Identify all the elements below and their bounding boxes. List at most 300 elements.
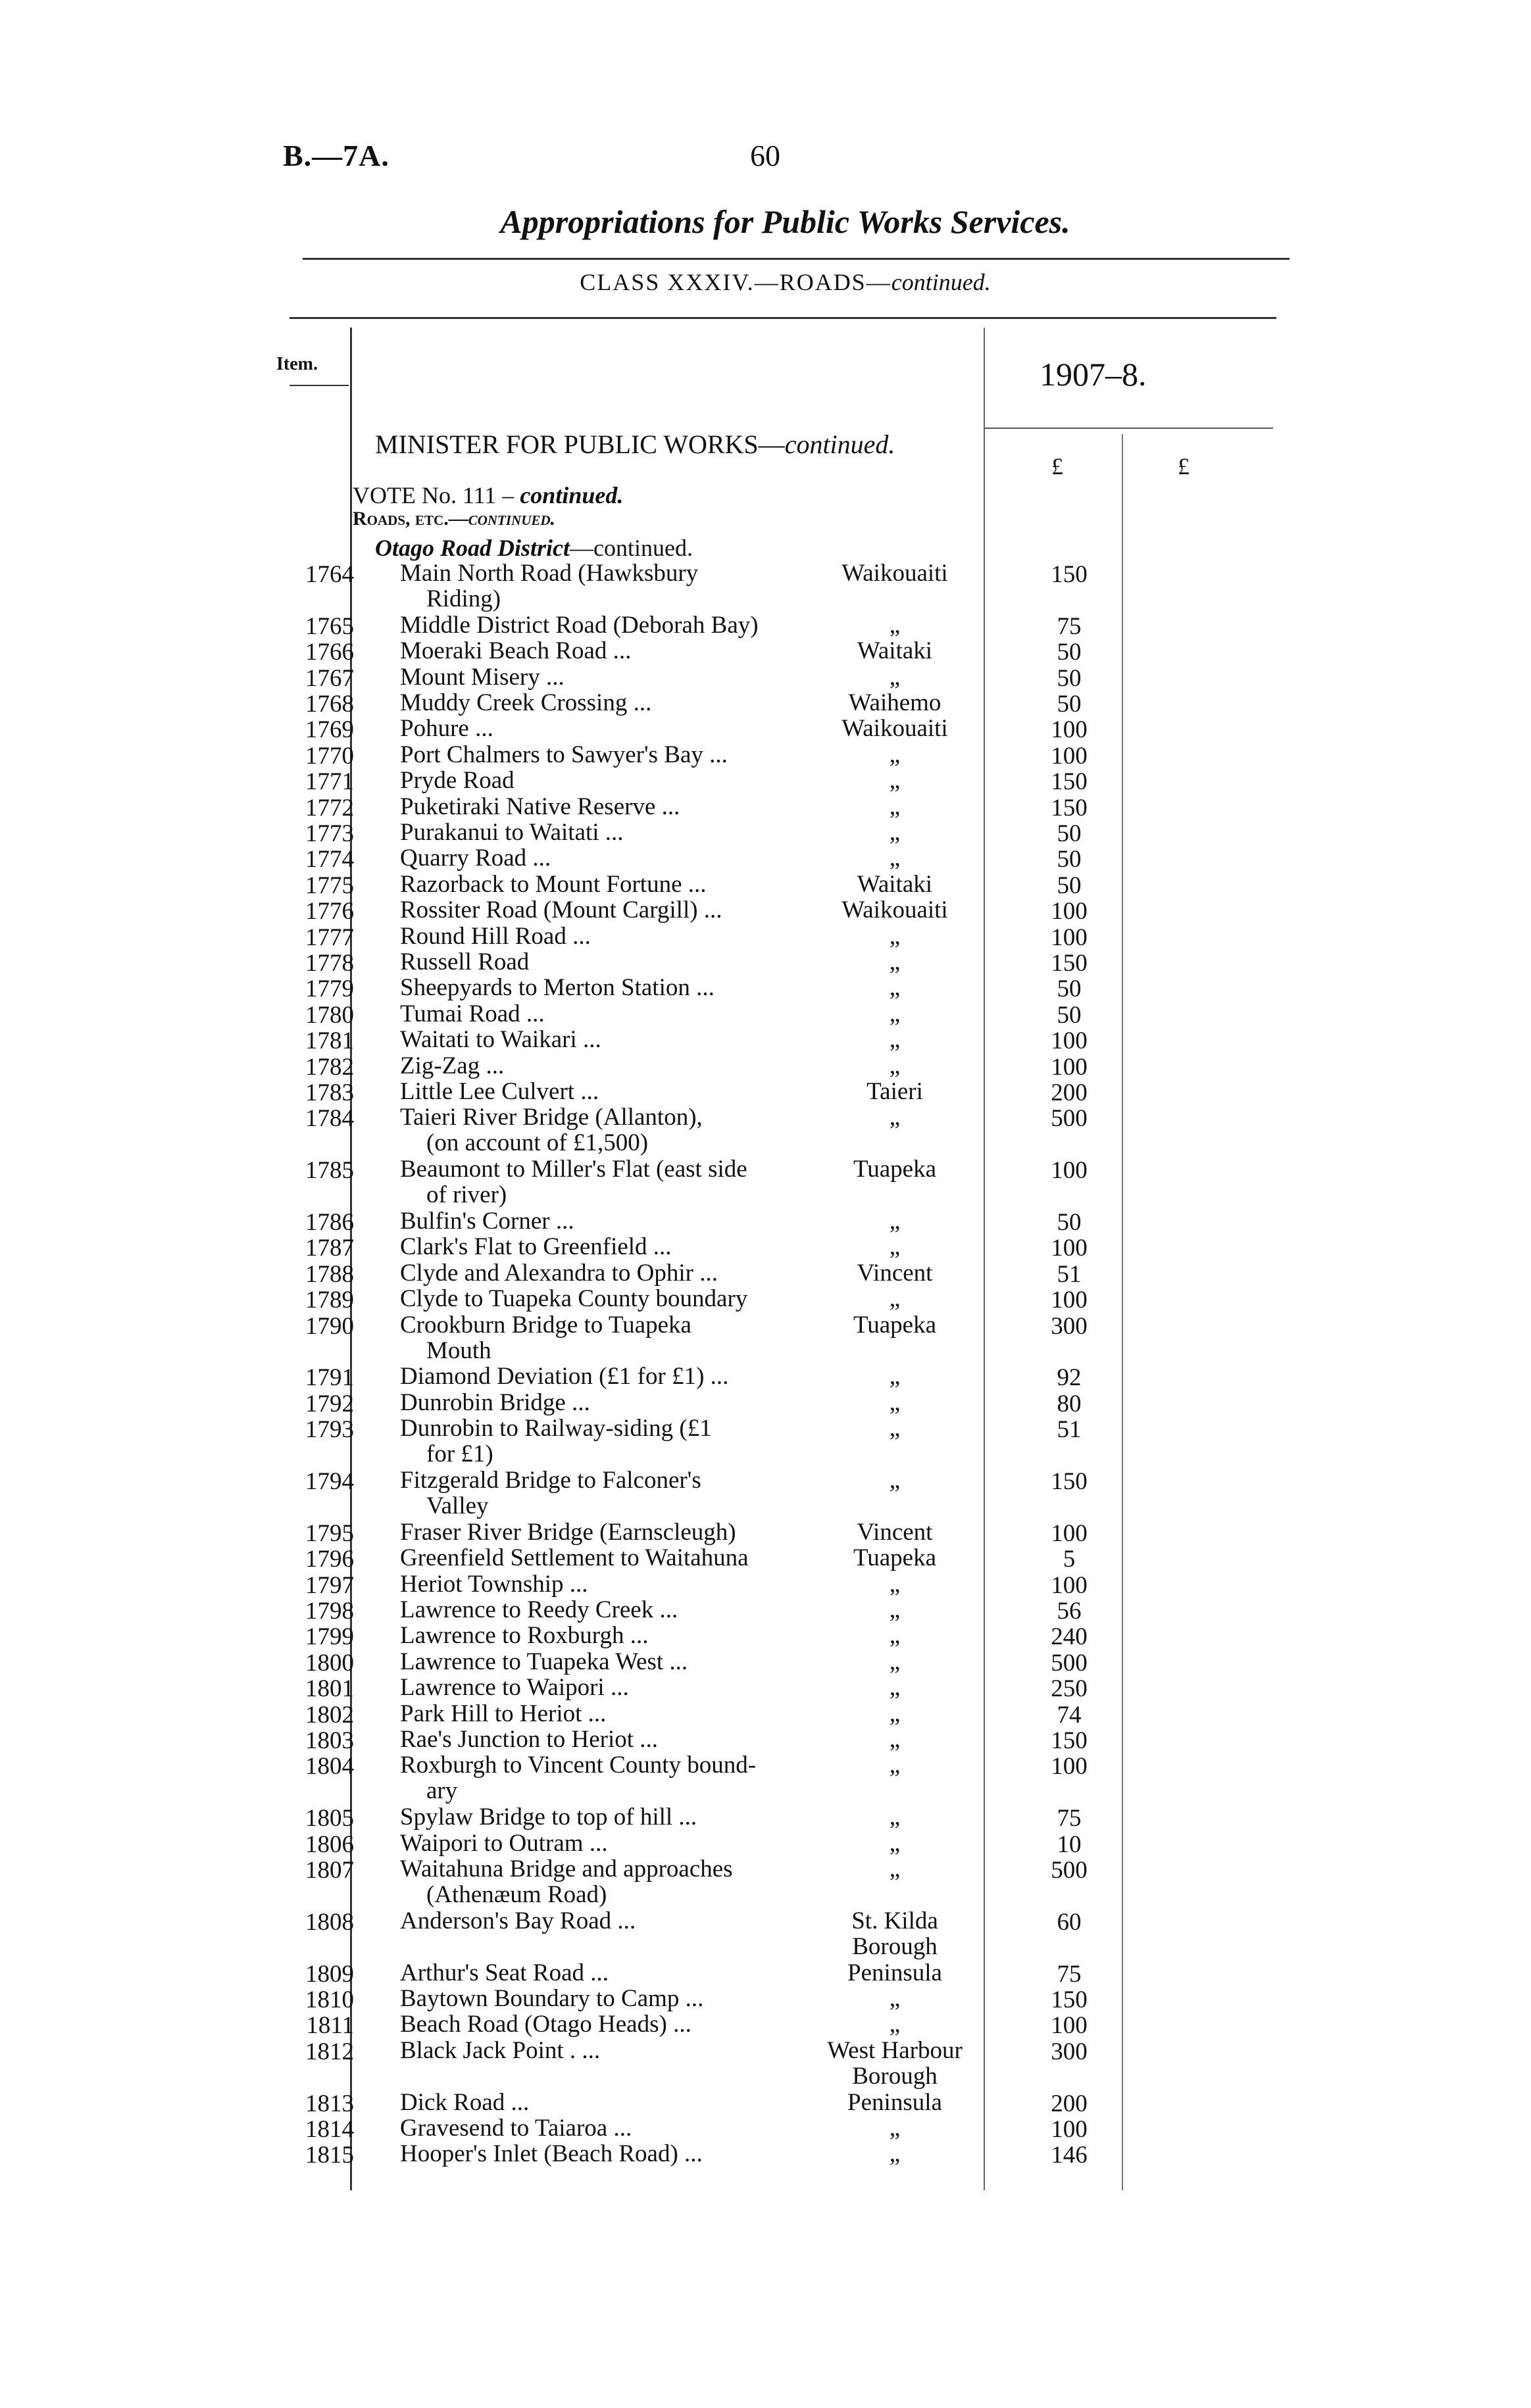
item-number: 1793 (305, 1416, 354, 1443)
county-district (816, 1156, 974, 1182)
item-number: 1798 (305, 1598, 354, 1625)
amount-value: 100 (1051, 1157, 1088, 1184)
district-line: „ (889, 974, 901, 1001)
road-description (400, 1804, 808, 1830)
description-line: Waitati to Waikari ... (400, 1026, 601, 1053)
item-number: 1814 (305, 2116, 354, 2143)
description-line: Sheepyards to Merton Station ... (400, 974, 715, 1001)
district-line: „ (889, 741, 901, 768)
amount-value: 100 (1051, 898, 1088, 925)
description-line: Purakanui to Waitati ... (400, 819, 624, 846)
amount-value: 100 (1051, 1520, 1088, 1547)
district-line: Waikouaiti (841, 715, 948, 742)
district-line: „ (889, 793, 901, 820)
road-description (400, 1364, 808, 1389)
amount-value: 150 (1051, 561, 1088, 588)
page-number: 60 (750, 139, 780, 172)
road-description (400, 1856, 808, 1907)
county-district (816, 949, 974, 975)
county-district (816, 2115, 974, 2141)
description-line: Little Lee Culvert ... (400, 1078, 599, 1105)
description-line: Bulfin's Corner ... (400, 1208, 574, 1235)
amount-value: 50 (1057, 1209, 1082, 1236)
road-description (400, 1675, 808, 1700)
district-line: Taieri (866, 1078, 923, 1105)
district-line: „ (889, 1648, 901, 1675)
amount-value: 500 (1051, 1650, 1088, 1677)
description-line: Clyde and Alexandra to Ophir ... (400, 1260, 718, 1287)
amount-value: 75 (1057, 1961, 1082, 1988)
county-district (816, 872, 974, 897)
road-description (400, 1545, 808, 1571)
description-line: Roxburgh to Vincent County bound- (400, 1752, 757, 1779)
item-number: 1806 (305, 1831, 354, 1858)
item-number: 1777 (305, 924, 354, 951)
road-description (400, 690, 808, 716)
description-line: Razorback to Mount Fortune ... (400, 871, 707, 898)
district-line: Vincent (857, 1519, 933, 1546)
road-description (400, 975, 808, 1000)
road-description (400, 768, 808, 793)
road-description (400, 1701, 808, 1727)
county-district (816, 820, 974, 845)
year-column-header: 1907–8. (1040, 356, 1147, 393)
item-number: 1780 (305, 1002, 354, 1029)
county-district (816, 1597, 974, 1623)
road-description (400, 1286, 808, 1312)
amount-value: 100 (1051, 1572, 1088, 1599)
item-number: 1791 (305, 1364, 354, 1391)
district-line: „ (889, 2140, 901, 2167)
item-number: 1800 (305, 1650, 354, 1677)
description-line: Fraser River Bridge (Earnscleugh) (400, 1519, 736, 1546)
item-number: 1790 (305, 1313, 354, 1340)
road-description (400, 1027, 808, 1052)
amount-value: 100 (1051, 2116, 1088, 2143)
amount-value: 250 (1051, 1675, 1088, 1702)
description-line: Greenfield Settlement to Waitahuna (400, 1544, 749, 1571)
road-description (400, 1752, 808, 1804)
county-district (816, 742, 974, 768)
amount-value: 50 (1057, 846, 1082, 873)
amount-value: 100 (1051, 1235, 1088, 1262)
item-number: 1781 (305, 1027, 354, 1054)
road-description (400, 1390, 808, 1415)
road-description (400, 1597, 808, 1623)
item-number: 1797 (305, 1572, 354, 1599)
amount-value: 200 (1051, 2090, 1088, 2117)
county-district (816, 975, 974, 1000)
road-description (400, 1908, 808, 1934)
amount-value: 50 (1057, 1002, 1082, 1029)
description-line: Beaumont to Miller's Flat (east side (400, 1156, 747, 1183)
description-line: Puketiraki Native Reserve ... (400, 793, 680, 820)
description-line: for £1) (426, 1440, 493, 1467)
district-line: „ (889, 1622, 901, 1649)
district-line: Tuapeka (853, 1312, 937, 1339)
district-line: „ (889, 1233, 901, 1260)
county-district (816, 1727, 974, 1752)
item-number: 1811 (306, 2012, 354, 2039)
amount-value: 10 (1057, 1831, 1082, 1858)
road-description (400, 1312, 808, 1364)
item-number: 1809 (305, 1961, 354, 1988)
district-line: Waitaki (857, 637, 933, 664)
description-line: Dunrobin to Railway-siding (£1 (400, 1415, 712, 1442)
district-line: „ (889, 948, 901, 975)
item-number: 1783 (305, 1079, 354, 1106)
description-line: Fitzgerald Bridge to Falconer's (400, 1467, 701, 1494)
item-number: 1805 (305, 1805, 354, 1832)
amount-value: 50 (1057, 872, 1082, 899)
item-number: 1788 (305, 1261, 354, 1288)
county-district (816, 1001, 974, 1027)
county-district (816, 1415, 974, 1441)
county-district (816, 1701, 974, 1727)
item-number: 1789 (305, 1287, 354, 1314)
amount-value: 300 (1051, 2038, 1088, 2065)
district-line: Waikouaiti (841, 560, 948, 587)
district-line: Peninsula (847, 2089, 942, 2116)
amount-value: 150 (1051, 768, 1088, 795)
description-line: Middle District Road (Deborah Bay) (400, 612, 759, 639)
description-line: Baytown Boundary to Camp ... (400, 1985, 704, 2012)
road-description (400, 1104, 808, 1156)
county-district (816, 923, 974, 949)
description-line: (Athenæum Road) (426, 1881, 607, 1908)
district-line: „ (889, 664, 901, 691)
amount-value: 80 (1057, 1390, 1082, 1417)
road-description (400, 1960, 808, 1986)
road-description (400, 1260, 808, 1286)
county-district (816, 1053, 974, 1079)
amount-value: 150 (1051, 1468, 1088, 1495)
district-line: „ (889, 1467, 901, 1494)
county-district (816, 664, 974, 690)
district-line: „ (889, 1415, 901, 1442)
district-line: West Harbour (827, 2037, 963, 2064)
road-description (400, 612, 808, 638)
item-number: 1813 (305, 2090, 354, 2117)
description-line: Moeraki Beach Road ... (400, 637, 632, 664)
district-line: „ (889, 1104, 901, 1131)
description-line: Park Hill to Heriot ... (400, 1700, 607, 1727)
item-number: 1812 (305, 2038, 354, 2065)
county-district (816, 1104, 974, 1130)
item-number: 1768 (305, 691, 354, 718)
item-number: 1764 (305, 561, 354, 588)
district-line: Waitaki (857, 871, 933, 898)
county-district (816, 1545, 974, 1571)
description-line: Pohure ... (400, 715, 493, 742)
county-district (816, 560, 974, 586)
description-line: Lawrence to Roxburgh ... (400, 1622, 649, 1649)
district-line: „ (889, 1285, 901, 1312)
county-district (816, 1260, 974, 1286)
description-line: Arthur's Seat Road ... (400, 1959, 609, 1986)
item-number: 1769 (305, 716, 354, 743)
description-line: Anderson's Bay Road ... (400, 1907, 636, 1934)
description-line: Spylaw Bridge to top of hill ... (400, 1804, 697, 1831)
amount-value: 75 (1057, 613, 1082, 640)
county-district (816, 1649, 974, 1675)
description-line: Heriot Township ... (400, 1571, 588, 1598)
county-district (816, 1390, 974, 1415)
road-description (400, 638, 808, 664)
road-description (400, 897, 808, 923)
description-line: Clark's Flat to Greenfield ... (400, 1233, 672, 1260)
amount-value: 51 (1057, 1416, 1082, 1443)
minister-heading-cont: continued. (784, 430, 895, 459)
road-description (400, 949, 808, 975)
amount-value: 100 (1051, 2012, 1088, 2039)
district-line: „ (889, 1052, 901, 1079)
description-line: Lawrence to Reedy Creek ... (400, 1596, 678, 1623)
description-line: Taieri River Bridge (Allanton), (400, 1104, 703, 1131)
road-description (400, 1831, 808, 1856)
district-line: „ (889, 845, 901, 872)
amount-value: 100 (1051, 924, 1088, 951)
county-district (816, 1234, 974, 1260)
road-description (400, 742, 808, 768)
vote-heading-cont: continued. (520, 482, 624, 508)
road-description (400, 716, 808, 741)
amount-value: 50 (1057, 691, 1082, 718)
page-reference: B.—7A. (283, 139, 389, 172)
description-line: Quarry Road ... (400, 845, 551, 872)
item-number: 1808 (305, 1909, 354, 1936)
amount-value: 60 (1057, 1909, 1082, 1936)
description-line: Rae's Junction to Heriot ... (400, 1726, 659, 1753)
district-line: „ (889, 1985, 901, 2012)
description-line: Mouth (426, 1337, 491, 1364)
description-line: Rossiter Road (Mount Cargill) ... (400, 897, 722, 923)
county-district (816, 897, 974, 923)
description-line: Waitahuna Bridge and approaches (400, 1855, 733, 1882)
item-number: 1804 (305, 1753, 354, 1780)
amount-value: 5 (1063, 1546, 1076, 1573)
description-line: Hooper's Inlet (Beach Road) ... (400, 2140, 703, 2167)
road-description (400, 2090, 808, 2115)
county-district (816, 690, 974, 716)
amount-value: 74 (1057, 1702, 1082, 1729)
road-description (400, 820, 808, 845)
amount-value: 50 (1057, 975, 1082, 1002)
page-title: Appropriations for Public Works Services. (500, 203, 1070, 240)
description-line: Lawrence to Waipori ... (400, 1674, 629, 1701)
amount-value: 51 (1057, 1261, 1082, 1288)
district-line: „ (889, 612, 901, 639)
district-line: Peninsula (847, 1959, 942, 1986)
road-description (400, 2038, 808, 2063)
item-number: 1786 (305, 1209, 354, 1236)
road-description (400, 2141, 808, 2167)
district-line: „ (889, 2011, 901, 2038)
district-line: Tuapeka (853, 1156, 937, 1183)
amount-value: 500 (1051, 1857, 1088, 1884)
amount-value: 50 (1057, 820, 1082, 847)
description-line: Russell Road (400, 948, 530, 975)
district-line: „ (889, 1855, 901, 1882)
district-line: Waikouaiti (841, 897, 948, 923)
district-line: „ (889, 1389, 901, 1416)
amount-value: 150 (1051, 795, 1088, 822)
county-district (816, 1467, 974, 1493)
road-description (400, 872, 808, 897)
item-number: 1772 (305, 795, 354, 822)
road-description (400, 1415, 808, 1467)
description-line: Round Hill Road ... (400, 923, 591, 950)
item-number: 1810 (305, 1986, 354, 2013)
description-line: Tumai Road ... (400, 1000, 545, 1027)
district-line: „ (889, 1208, 901, 1235)
item-number: 1787 (305, 1235, 354, 1262)
county-district (816, 1364, 974, 1389)
item-number: 1799 (305, 1623, 354, 1650)
description-line: Valley (426, 1492, 489, 1519)
district-line: „ (889, 1700, 901, 1727)
district-line: Tuapeka (853, 1544, 937, 1571)
description-line: Mount Misery ... (400, 664, 565, 691)
district-line: „ (889, 819, 901, 846)
item-number: 1796 (305, 1546, 354, 1573)
district-line: „ (889, 1000, 901, 1027)
county-district (816, 2141, 974, 2167)
road-description (400, 1053, 808, 1079)
amount-value: 100 (1051, 1753, 1088, 1780)
amount-value: 100 (1051, 716, 1088, 743)
road-description (400, 2011, 808, 2037)
county-district (816, 1286, 974, 1312)
description-line: of river) (426, 1181, 507, 1208)
county-district (816, 1571, 974, 1597)
amount-value: 56 (1057, 1598, 1082, 1625)
amount-value: 50 (1057, 665, 1082, 692)
county-district (816, 1804, 974, 1830)
item-number: 1766 (305, 639, 354, 666)
county-district (816, 2090, 974, 2115)
item-number: 1792 (305, 1390, 354, 1417)
district-line: „ (889, 1571, 901, 1598)
item-number: 1807 (305, 1857, 354, 1884)
description-line: Gravesend to Taiaroa ... (400, 2115, 632, 2142)
county-district (816, 1675, 974, 1700)
description-line: ary (426, 1777, 458, 1804)
description-line: Port Chalmers to Sawyer's Bay ... (400, 741, 728, 768)
district-line: „ (889, 1026, 901, 1053)
amount-value: 50 (1057, 639, 1082, 666)
amount-value: 100 (1051, 743, 1088, 770)
county-district (816, 612, 974, 638)
description-line: Dick Road ... (400, 2089, 530, 2116)
district-line: „ (889, 1804, 901, 1831)
amount-value: 75 (1057, 1805, 1082, 1832)
district-line: Borough (852, 2063, 938, 2090)
road-description (400, 1079, 808, 1104)
county-district (816, 2038, 974, 2089)
item-number: 1776 (305, 898, 354, 925)
amount-value: 500 (1051, 1105, 1088, 1132)
description-line: Riding) (426, 585, 501, 612)
description-line: Dunrobin Bridge ... (400, 1389, 590, 1416)
pound-symbol-1: £ (1051, 453, 1063, 479)
district-line: „ (889, 1752, 901, 1779)
amount-value: 300 (1051, 1313, 1088, 1340)
roads-subheading-cont: continued. (468, 508, 556, 529)
county-district (816, 1208, 974, 1234)
road-description (400, 664, 808, 690)
vote-heading-main: VOTE No. 111 – (353, 482, 520, 508)
amount-value: 150 (1051, 950, 1088, 977)
item-number: 1774 (305, 846, 354, 873)
county-district (816, 1908, 974, 1959)
item-number: 1801 (305, 1675, 354, 1702)
description-line: Main North Road (Hawksbury (400, 560, 699, 587)
item-number: 1784 (305, 1105, 354, 1132)
description-line: Zig-Zag ... (400, 1052, 505, 1079)
description-line: Beach Road (Otago Heads) ... (400, 2011, 691, 2038)
district-line: „ (889, 1674, 901, 1701)
item-number: 1771 (305, 768, 354, 795)
amount-value: 100 (1051, 1287, 1088, 1314)
item-column-header: Item. (276, 354, 318, 374)
class-heading-cont: continued. (891, 269, 991, 295)
item-number: 1782 (305, 1054, 354, 1081)
county-district (816, 845, 974, 871)
amount-value: 150 (1051, 1986, 1088, 2013)
district-line: „ (889, 923, 901, 950)
county-district (816, 1623, 974, 1648)
county-district (816, 1856, 974, 1882)
road-description (400, 1156, 808, 1208)
district-line: „ (889, 1726, 901, 1753)
county-district (816, 638, 974, 664)
description-line: Lawrence to Tuapeka West ... (400, 1648, 688, 1675)
item-number: 1775 (305, 872, 354, 899)
road-description (400, 1467, 808, 1519)
description-line: Muddy Creek Crossing ... (400, 689, 652, 716)
description-line: Clyde to Tuapeka County boundary (400, 1285, 748, 1312)
road-description (400, 1727, 808, 1752)
road-description (400, 1001, 808, 1027)
road-description (400, 1623, 808, 1648)
county-district (816, 768, 974, 793)
road-description (400, 1571, 808, 1597)
road-description (400, 1519, 808, 1545)
item-number: 1765 (305, 613, 354, 640)
item-number: 1803 (305, 1727, 354, 1754)
county-district (816, 1986, 974, 2011)
district-line: „ (889, 1596, 901, 1623)
roads-subheading-main: Roads, etc.— (353, 508, 468, 529)
amount-value: 200 (1051, 1079, 1088, 1106)
district-line: „ (889, 1363, 901, 1390)
district-line: Vincent (857, 1260, 933, 1287)
pound-symbol-2: £ (1178, 453, 1190, 479)
item-number: 1795 (305, 1520, 354, 1547)
district-subheading-cont: —continued. (570, 535, 693, 561)
item-number: 1770 (305, 743, 354, 770)
description-line: Waipori to Outram ... (400, 1830, 608, 1857)
description-line: Crookburn Bridge to Tuapeka (400, 1312, 691, 1339)
road-description (400, 923, 808, 949)
county-district (816, 794, 974, 820)
district-line: Waihemo (848, 689, 941, 716)
county-district (816, 1079, 974, 1104)
item-number: 1778 (305, 950, 354, 977)
district-subheading-main: Otago Road District (375, 535, 570, 561)
road-description (400, 1986, 808, 2011)
